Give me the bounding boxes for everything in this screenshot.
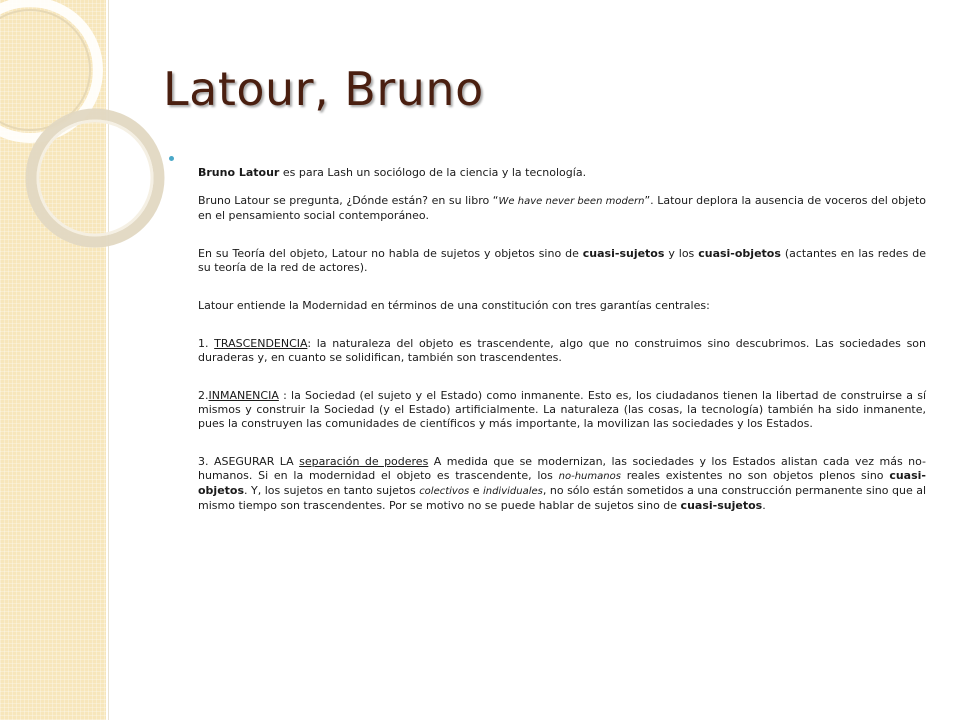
paragraph-text: : la naturaleza del objeto es trascendente, algo que no construimos sino descubrimos. Las sociedades son duraderas y, en cuanto se solidifican, también son trascendentes.	[198, 337, 926, 364]
paragraph-question	[198, 194, 926, 223]
slide-title: Latour, Bruno	[163, 62, 484, 116]
paragraph-text: ”. Latour deplora la ausencia de voceros del objeto en el pensamiento social contemporáneo.	[198, 194, 926, 222]
paragraph-text: y los	[664, 247, 699, 260]
strong-text: cuasi-objetos	[698, 247, 781, 260]
paragraph-object-theory	[198, 247, 926, 275]
italic-term: individuales	[482, 486, 543, 497]
paragraph-intro	[198, 166, 926, 180]
paragraph-text: , no sólo están sometidos a una construcción permanente sino que al mismo tiempo son trascendentes. Por se motivo no se puede hablar de sujetos sino de	[198, 484, 927, 512]
paragraph-text: Bruno Latour se pregunta, ¿Dónde están? en su libro “	[198, 194, 499, 207]
underlined-term: separación de poderes	[299, 455, 429, 468]
paragraph-modernity: Latour entiende la Modernidad en términos de una constitución con tres garantías centrales:	[198, 299, 710, 312]
paragraph-text: : la Sociedad (el sujeto y el Estado) como inmanente. Esto es, los ciudadanos tienen la libertad de construirse a sí mismos y construir la Sociedad (y el Estado) artificialmente. La naturaleza (las cosas, la tecnología) también ha sido inmanente, pues la construyen las comunidades de científicos y más importante, la movilizan las sociedades y los Estados.	[198, 389, 926, 430]
italic-term: no-humanos	[558, 471, 621, 482]
panel-divider-shadow	[108, 0, 109, 720]
strong-text: cuasi-objetos	[198, 469, 926, 497]
paragraph-text: e	[469, 484, 483, 497]
strong-text: cuasi-sujetos	[582, 247, 665, 260]
bullet-marker	[169, 156, 174, 161]
italic-term: colectivos	[419, 486, 470, 497]
paragraph-inmanencia	[198, 389, 926, 431]
paragraph-text: En su Teoría del objeto, Latour no habla de sujetos y objetos sino de	[198, 247, 583, 260]
item-number: 2.	[198, 389, 209, 402]
paragraph-text: .	[762, 499, 766, 512]
strong-text: cuasi-sujetos	[680, 499, 763, 512]
underlined-term: INMANENCIA	[208, 389, 279, 402]
underlined-term: TRASCENDENCIA	[214, 337, 308, 350]
paragraph-text: . Y, los sujetos en tanto sujetos	[244, 484, 420, 497]
paragraph-text: es para Lash un sociólogo de la ciencia y la tecnología.	[279, 166, 587, 179]
item-number: 1.	[198, 337, 215, 350]
paragraph-separacion	[198, 455, 926, 513]
decorative-side-panel	[0, 0, 106, 720]
book-title: We have never been modern	[498, 196, 645, 207]
paragraph-trascendencia	[198, 337, 926, 365]
paragraph-text: 3. ASEGURAR LA	[198, 455, 300, 468]
paragraph-text: (actantes en las redes de su teoría de la red de actores).	[198, 247, 926, 274]
strong-text: Bruno Latour	[198, 166, 280, 179]
paragraph-text: reales existentes no son objetos plenos sino	[620, 469, 890, 482]
paragraph-text: A medida que se modernizan, las sociedades y los Estados alistan cada vez más no-humanos. Si en la modernidad el objeto es trascendente, los	[198, 455, 926, 482]
slide-body	[198, 166, 926, 513]
